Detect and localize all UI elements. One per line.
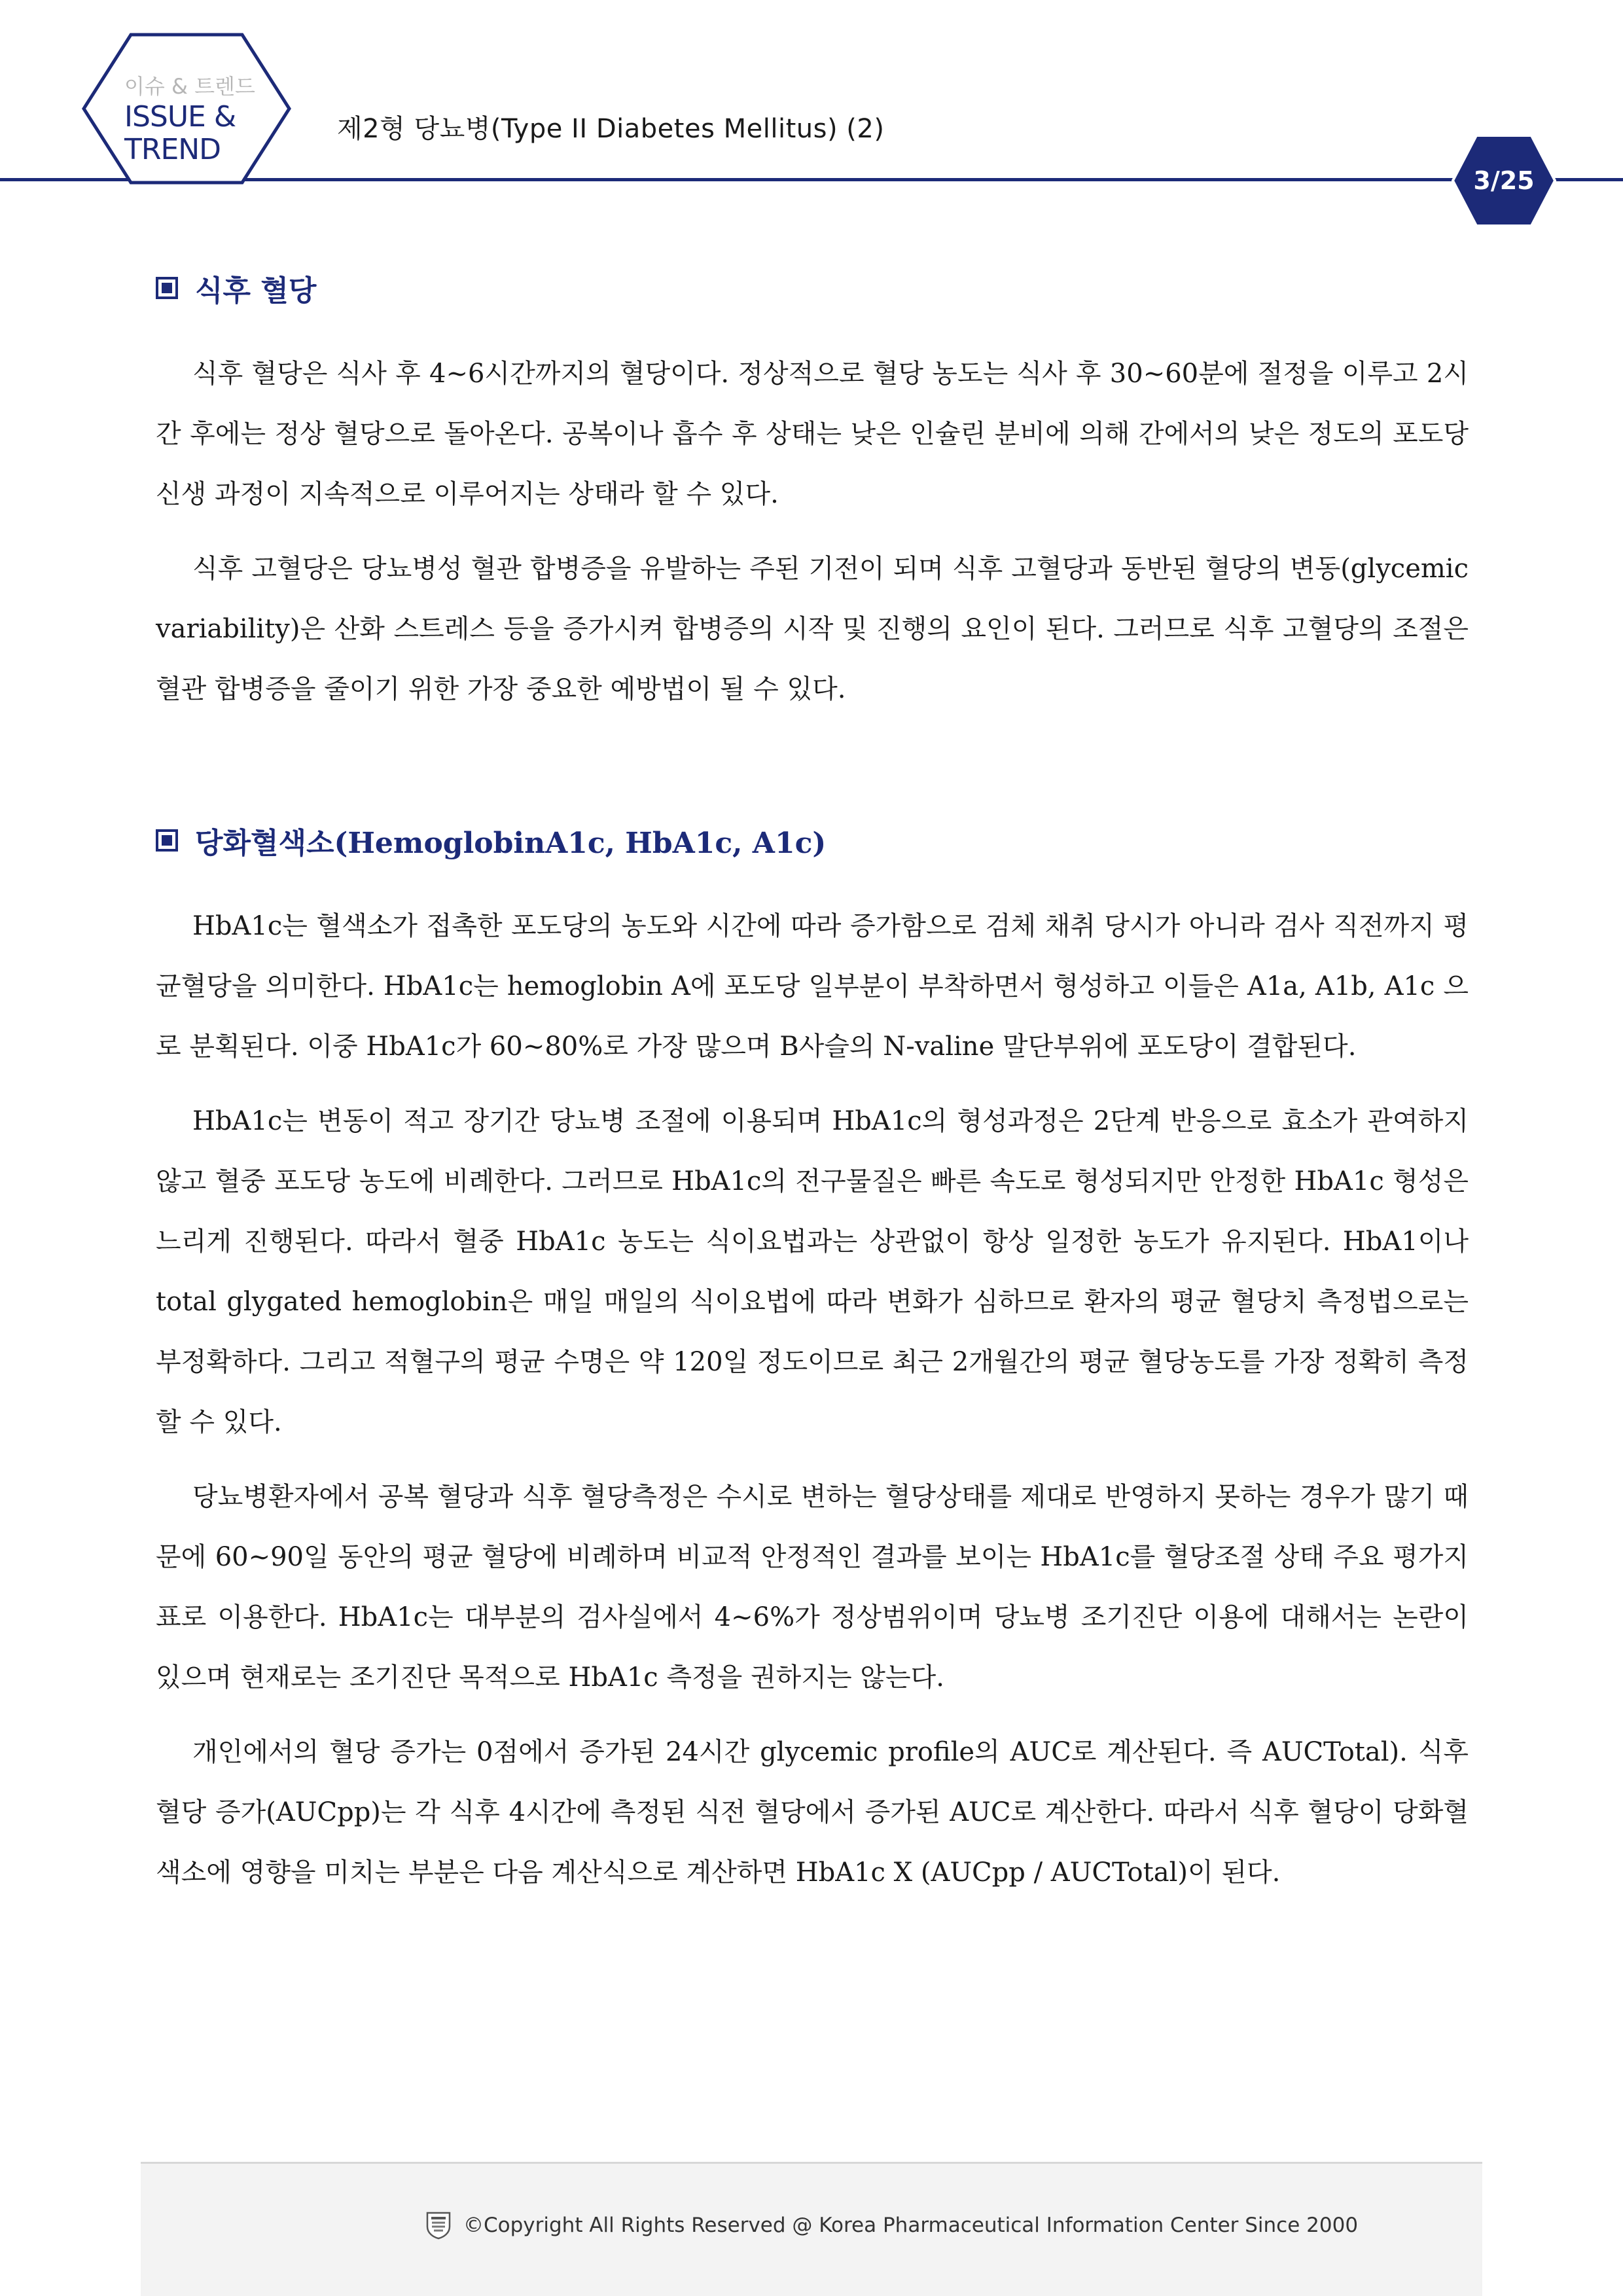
paragraph: 개인에서의 혈당 증가는 0점에서 증가된 24시간 glycemic profile의 AUC로 계산된다. 즉 AUCTotal). 식후 혈당 증가(AUCpp)는 각 식후 4시간에 측정된 식전 혈당에서 증가된 AUC로 계산한다. 따라서 식후 혈당이 당화혈색소에 영향을 미치는 부분은 다음 계산식으로 계산하면 HbA1c X (AUCpp / AUCTotal)이 된다. bbox=[156, 1737, 1469, 1888]
article-body bbox=[156, 265, 1469, 1903]
badge-trend-label: TREND bbox=[124, 133, 221, 166]
issue-trend-badge bbox=[124, 72, 281, 166]
kpic-shield-logo-icon bbox=[425, 2211, 452, 2240]
section-heading-text: 당화혈색소(HemoglobinA1c, HbA1c, A1c) bbox=[195, 827, 827, 860]
badge-korean-label: 이슈 & 트렌드 bbox=[124, 74, 255, 99]
section-heading-postprandial bbox=[156, 265, 1469, 311]
document-title: 제2형 당뇨병(Type II Diabetes Mellitus) (2) bbox=[337, 114, 885, 144]
footer-copyright-row bbox=[425, 2211, 1358, 2240]
section-heading-text: 식후 혈당 bbox=[195, 274, 317, 308]
paragraph: HbA1c는 변동이 적고 장기간 당뇨병 조절에 이용되며 HbA1c의 형성과정은 2단계 반응으로 효소가 관여하지 않고 혈중 포도당 농도에 비례한다. 그러므로 HbA1c의 전구물질은 빠른 속도로 형성되지만 안정한 HbA1c 형성은 느리게 진행된다. 따라서 혈중 HbA1c 농도는 식이요법과는 상관없이 항상 일정한 농도가 유지된다. HbA1이나 total glygated hemoglobin은 매일 매일의 식이요법에 따라 변화가 심하므로 환자의 평균 혈당치 측정법으로는 부정확하다. 그리고 적혈구의 평균 수명은 약 120일 정도이므로 최근 2개월간의 평균 혈당농도를 가장 정확히 측정할 수 있다. bbox=[156, 1106, 1469, 1437]
square-bullet-icon bbox=[156, 277, 178, 299]
copyright-text: ©Copyright All Rights Reserved @ Korea Pharmaceutical Information Center Since 2000 bbox=[463, 2214, 1359, 2237]
paragraph: 식후 혈당은 식사 후 4~6시간까지의 혈당이다. 정상적으로 혈당 농도는 식사 후 30~60분에 절정을 이루고 2시간 후에는 정상 혈당으로 돌아온다. 공복이나 흡수 후 상태는 낮은 인슐린 분비에 의해 간에서의 낮은 정도의 포도당 신생 과정이 지속적으로 이루어지는 상태라 할 수 있다. bbox=[156, 359, 1469, 509]
badge-issue-label: ISSUE & bbox=[124, 100, 236, 134]
section-heading-hba1c bbox=[156, 817, 1469, 863]
paragraph: 식후 고혈당은 당뇨병성 혈관 합병증을 유발하는 주된 기전이 되며 식후 고혈당과 동반된 혈당의 변동(glycemic variability)은 산화 스트레스 등을 증가시켜 합병증의 시작 및 진행의 요인이 된다. 그러므로 식후 고혈당의 조절은 혈관 합병증을 줄이기 위한 가장 중요한 예방법이 될 수 있다. bbox=[156, 554, 1469, 704]
page-number: 3/25 bbox=[1473, 166, 1535, 195]
paragraph: HbA1c는 혈색소가 접촉한 포도당의 농도와 시간에 따라 증가함으로 검체 채취 당시가 아니라 검사 직전까지 평균혈당을 의미한다. HbA1c는 hemoglobin A에 포도당 일부분이 부착하면서 형성하고 이들은 A1a, A1b, A1c 으로 분획된다. 이중 HbA1c가 60~80%로 가장 많으며 B사슬의 N-valine 말단부위에 포도당이 결합된다. bbox=[156, 911, 1469, 1062]
square-bullet-icon bbox=[156, 829, 178, 852]
paragraph: 당뇨병환자에서 공복 혈당과 식후 혈당측정은 수시로 변하는 혈당상태를 제대로 반영하지 못하는 경우가 많기 때문에 60~90일 동안의 평균 혈당에 비례하며 비교적 안정적인 결과를 보이는 HbA1c를 혈당조절 상태 주요 평가지표로 이용한다. HbA1c는 대부분의 검사실에서 4~6%가 정상범위이며 당뇨병 조기진단 이용에 대해서는 논란이 있으며 현재로는 조기진단 목적으로 HbA1c 측정을 권하지는 않는다. bbox=[156, 1482, 1469, 1693]
